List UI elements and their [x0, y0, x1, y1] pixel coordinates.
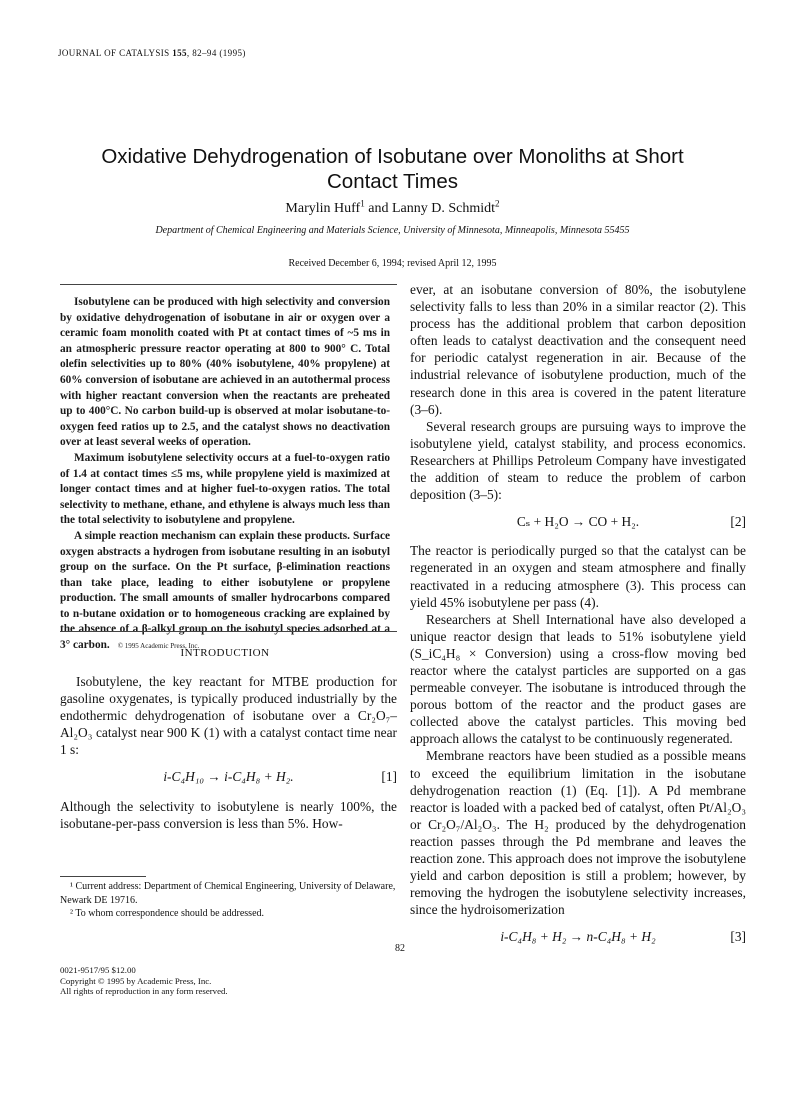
equation-1 — [60, 768, 397, 785]
abstract — [60, 295, 390, 655]
title-line-1: Oxidative Dehydrogenation of Isobutane over Monoliths at Short — [101, 145, 684, 168]
right-column-body — [410, 281, 746, 957]
abstract-paragraph-1: Isobutylene can be produced with high selectivity and conversion by oxidative dehydrogenation of isobutane in air or oxygen over a ceramic foam monolith coated with Pt at contact times of ~5 ms in an atmospheric pressure reactor operating at 800 to 900° C. Total olefin selectivities up to 80% (40% isobutylene, 40% propylene) at 60% conversion of isobutane are achieved in an autothermal process with higher reactant conversion when the reactants are preheated up to 400°C. No carbon build-up is observed at molar isobutane-to-oxygen feed ratios up to 2.5, and the catalyst shows no deactivation over at least several weeks of operation. — [60, 296, 391, 449]
equation-1-expression: i-C₄H₁₀ → i-C₄H₈ + H₂. — [163, 769, 294, 785]
affiliation: Department of Chemical Engineering and Materials Science, University of Minnesota, Minneapolis, Minnesota 55455 — [155, 225, 630, 236]
intro-paragraph-1: Isobutylene, the key reactant for MTBE production for gasoline oxygenates, is typically produced industrially by the endothermic dehydrogenation of isobutane over a Cr₂O₇–Al₂O₃ catalyst near 900 K (1) with a catalyst contact time near 1 s: — [60, 674, 397, 758]
equation-3-expression: i-C₄H₈ + H₂ → n-C₄H₈ + H₂ — [500, 929, 656, 945]
footnote-1: ¹ Current address: Department of Chemical Engineering, University of Delaware, Newark DE 19716. — [60, 881, 396, 906]
right-paragraph-3: The reactor is periodically purged so that the catalyst can be regenerated in an oxygen and steam atmosphere and finally reactivated in a reducing atmosphere (3). This process can yield 45% isobutylene per pass (4). — [410, 543, 746, 610]
abstract-bottom-rule — [60, 631, 397, 632]
author-2-footnote-mark: 2 — [495, 198, 500, 209]
page-number: 82 — [395, 943, 405, 954]
intro-paragraph-2: Although the selectivity to isobutylene is nearly 100%, the isobutane-per-pass conversion is less than 5%. How- — [60, 798, 397, 831]
abstract-copyright: © 1995 Academic Press, Inc. — [117, 642, 200, 651]
received-dates: Received December 6, 1994; revised April 12, 1995 — [288, 258, 497, 269]
equation-3-number: [3] — [730, 929, 746, 945]
copyright-imprint — [60, 965, 228, 997]
equation-2-expression: Cₛ + H₂O → CO + H₂. — [516, 514, 640, 530]
section-heading-introduction: INTRODUCTION — [180, 647, 270, 659]
abstract-top-rule — [60, 284, 397, 285]
equation-2-number: [2] — [730, 514, 746, 530]
footnotes — [60, 880, 397, 921]
imprint-line-3: All rights of reproduction in any form reserved. — [60, 986, 228, 996]
author-list — [40, 198, 745, 217]
equation-2 — [410, 513, 746, 530]
author-2: Lanny D. Schmidt — [391, 201, 496, 216]
author-1: Marylin Huff — [285, 201, 361, 216]
right-paragraph-1: ever, at an isobutane conversion of 80%, the isobutylene selectivity falls to less than 20% in a similar reactor (2). This process has the additional problem that carbon deposition often leads to catalyst deactivation and the consequent need for periodic catalyst regeneration in air. Because of the industrial relevance of isobutylene production, much of the research done in this area is covered in the patent literature (3–6). — [410, 282, 746, 417]
journal-pages-year: , 82–94 (1995) — [186, 48, 246, 58]
equation-3 — [410, 928, 746, 945]
equation-1-number: [1] — [381, 769, 397, 785]
right-paragraph-5: Membrane reactors have been studied as a possible means to exceed the equilibrium limitation in the isobutane dehydrogenation reaction (1) (Eq. [1]). A Pd membrane reactor is loaded with a packed bed of catalyst, often Pt/Al₂O₃ or Cr₂O₇/Al₂O₃. The H₂ produced by the dehydrogenation reaction passes through the Pd membrane and leaves the reaction zone. This approach does not improve the isobutylene yield and carbon deposition is still a problem; however, by removing the hydrogen the isobutylene selectivity increases, since the hydroisomerization — [410, 748, 746, 918]
journal-volume: 155 — [172, 48, 187, 58]
footnote-rule — [60, 876, 146, 877]
abstract-paragraph-3 — [60, 529, 390, 655]
imprint-line-2: Copyright © 1995 by Academic Press, Inc. — [60, 975, 212, 986]
author-1-footnote-mark: 1 — [360, 198, 365, 209]
title-line-2: Contact Times — [326, 170, 459, 193]
abstract-paragraph-3-text: A simple reaction mechanism can explain these products. Surface oxygen abstracts a hydrogen from isobutane resulting in an isobutyl group on the surface. On the Pt surface, β-elimination reactions than take place, leading to either isobutylene or propylene production. The small amounts of smaller hydrocarbons compared to n-butane oxidation or to homogeneous cracking are explained by the absence of a β-alkyl group on the isobutyl species adsorbed at a 3° carbon. — [60, 529, 390, 652]
right-paragraph-2: Several research groups are pursuing ways to improve the isobutylene yield, catalyst stability, and process economics. Researchers at Phillips Petroleum Company have investigated the addition of steam to reduce the problem of carbon deposition (3–5): — [410, 418, 746, 503]
abstract-paragraph-2: Maximum isobutylene selectivity occurs at a fuel-to-oxygen ratio of 1.4 at contact times ≤5 ms, while propylene yield is maximized at longer contact times and at higher fuel-to-oxygen ratios. The total selectivity to methane, ethane, and ethylene is always much less than the total selectivity to isobutylene and propylene. — [60, 451, 390, 527]
introduction-body — [60, 673, 397, 832]
article-title — [40, 144, 745, 194]
right-paragraph-4: Researchers at Shell International have also developed a unique reactor design that leads to 51% isobutylene yield (S_iC₄H₈ × Conversion) using a cross-flow moving bed reactor where the catalyst particles are supported on a gas permeable conveyer. The isobutane is introduced through the porous bottom of the reactor and the product gases are collected above the catalyst particles. This moving bed approach allows the catalyst to be continuously regenerated. — [410, 611, 746, 747]
author-conjunction: and — [364, 201, 392, 216]
journal-name: JOURNAL OF CATALYSIS — [58, 48, 170, 58]
running-header — [58, 48, 246, 58]
imprint-line-1: 0021-9517/95 $12.00 — [60, 965, 136, 975]
footnote-2: ² To whom correspondence should be addressed. — [70, 908, 265, 919]
